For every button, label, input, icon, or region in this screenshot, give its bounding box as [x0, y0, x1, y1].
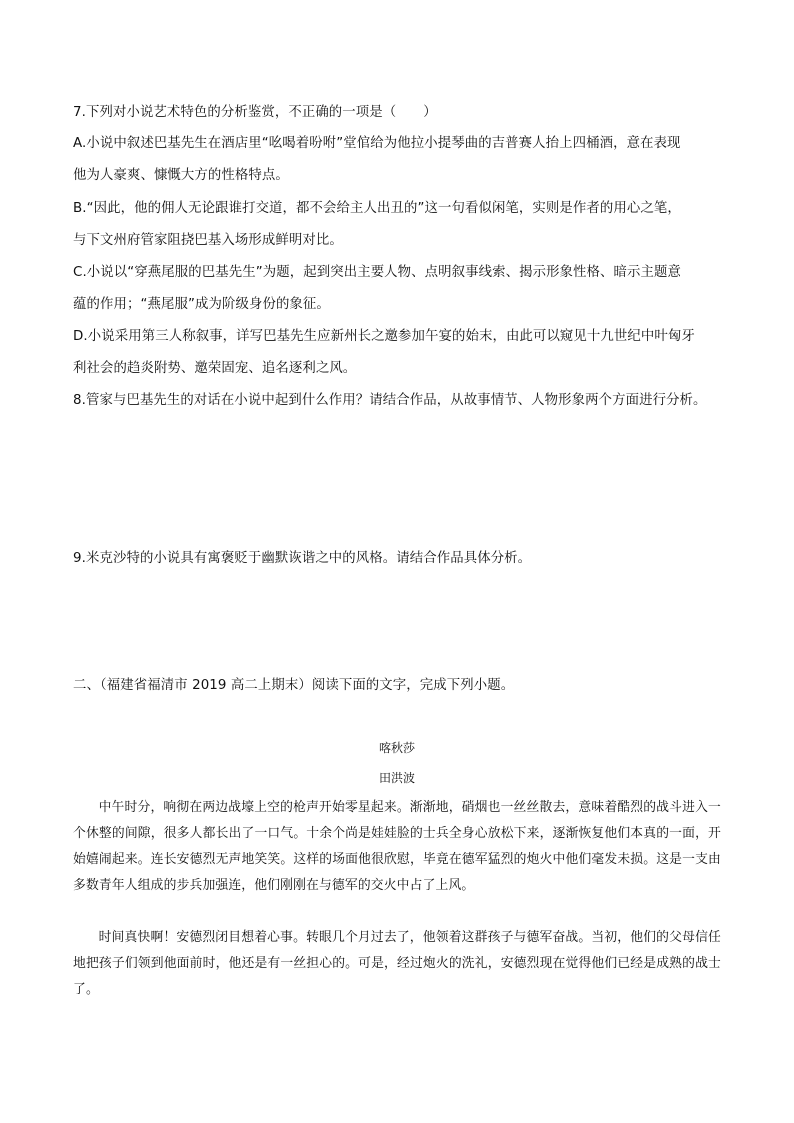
q7-stem: 7.下列对小说艺术特色的分析鉴赏，不正确的一项是（ ） [73, 105, 437, 120]
story-paragraph-2: 时间真快啊！安德烈闭目想着心事。转眼几个月过去了，他领着这群孩子与德军奋战。当初，他们的父母信任地把孩子们领到他面前时，他还是有一丝担心的。可是，经过炮火的洗礼，安德烈现在觉得他们已经是成熟的战士了。 [73, 930, 721, 997]
story-title: 喀秋莎 [378, 741, 415, 755]
section-heading: 二、（福建省福清市 2019 高二上期末）阅读下面的文字，完成下列小题。 [73, 678, 515, 693]
q7-option-c-line1: C.小说以“穿燕尾服的巴基先生”为题，起到突出主要人物、点明叙事线索、揭示形象性格、暗示主题意 [73, 265, 681, 280]
q7-option-a-line2: 他为人豪爽、慷慨大方的性格特点。 [73, 168, 289, 183]
q7-option-b-line2: 与下文州府管家阻挠巴基入场形成鲜明对比。 [73, 233, 343, 248]
q9-question: 9.米克沙特的小说具有寓褒贬于幽默诙谐之中的风格。请结合作品具体分析。 [73, 551, 532, 566]
story-author: 田洪波 [378, 771, 415, 785]
story-paragraph-1: 中午时分，响彻在两边战壕上空的枪声开始零星起来。渐渐地，硝烟也一丝丝散去，意味着酷烈的战斗进入一个休整的间隙，很多人都长出了一口气。十余个尚是娃娃脸的士兵全身心放松下来，逐渐恢复他们本真的一面，开始嬉闹起来。连长安德烈无声地笑笑。这样的场面他很欣慰，毕竟在德军猛烈的炮火中他们毫发未损。这是一支由多数青年人组成的步兵加强连，他们刚刚在与德军的交火中占了上风。 [73, 800, 721, 893]
q7-option-d-line1: D.小说采用第三人称叙事，详写巴基先生应新州长之邀参加午宴的始末，由此可以窥见十九世纪中叶匈牙 [73, 329, 695, 344]
q7-option-c-line2: 蕴的作用；“燕尾服”成为阶级身份的象征。 [73, 297, 330, 312]
q8-question: 8.管家与巴基先生的对话在小说中起到什么作用？请结合作品，从故事情节、人物形象两个方面进行分析。 [73, 393, 707, 408]
q7-option-b-line1: B.“因此，他的佣人无论跟谁打交道，都不会给主人出丑的”这一句看似闲笔，实则是作者的用心之笔， [73, 201, 681, 216]
q7-option-d-line2: 利社会的趋炎附势、邀荣固宠、追名逐利之风。 [73, 361, 357, 376]
q7-option-a-line1: A.小说中叙述巴基先生在酒店里“吆喝着吩咐”堂倌给为他拉小提琴曲的吉普赛人抬上四桶酒，意在表现 [73, 136, 681, 151]
